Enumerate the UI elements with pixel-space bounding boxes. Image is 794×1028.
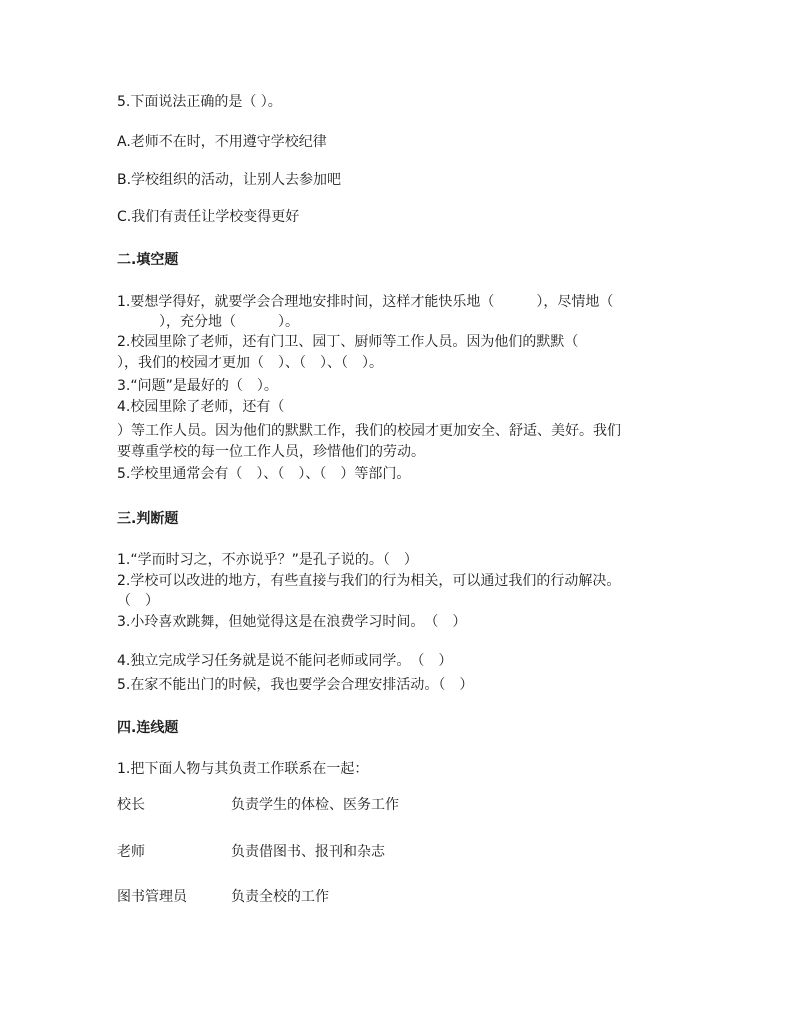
match-duty: 负责借图书、报刊和杂志 — [231, 844, 385, 860]
match-person: 校长 — [117, 797, 145, 813]
fill-line: 4.校园里除了老师，还有（ — [117, 399, 285, 415]
option-c: C.我们有责任让学校变得更好 — [117, 209, 300, 225]
section-heading-match: 四.连线题 — [117, 720, 179, 736]
judge-line: 4.独立完成学习任务就是说不能问老师或同学。 （ ） — [117, 653, 453, 669]
match-duty: 负责学生的体检、医务工作 — [231, 797, 399, 813]
match-person: 图书管理员 — [117, 889, 187, 905]
fill-line: 1.要想学得好，就要学会合理地安排时间，这样才能快乐地（ ），尽情地（ — [117, 294, 614, 310]
question-5: 5.下面说法正确的是（ ）。 — [117, 94, 282, 110]
fill-line: 2.校园里除了老师，还有门卫、园丁、厨师等工作人员。因为他们的默默（ — [117, 334, 579, 350]
judge-line: 2.学校可以改进的地方，有些直接与我们的行为相关，可以通过我们的行动解决。 — [117, 573, 621, 589]
fill-line: ），我们的校园才更加（ ）、（ ）、（ ）。 — [117, 355, 383, 371]
section-heading-judge: 三.判断题 — [117, 511, 179, 527]
fill-line: ）等工作人员。因为他们的默默工作，我们的校园才更加安全、舒适、美好。我们 — [117, 423, 621, 439]
match-duty: 负责全校的工作 — [231, 889, 329, 905]
option-b: B.学校组织的活动，让别人去参加吧 — [117, 172, 342, 188]
judge-line: 3.小玲喜欢跳舞，但她觉得这是在浪费学习时间。 （ ） — [117, 614, 467, 630]
fill-line: 5.学校里通常会有（ ）、（ ）、（ ）等部门。 — [117, 466, 411, 482]
fill-line: ），充分地（ ）。 — [117, 314, 299, 330]
judge-line: 1.“学而时习之，不亦说乎？”是孔子说的。（ ） — [117, 552, 418, 568]
fill-line: 3.“问题”是最好的（ ）。 — [117, 378, 278, 394]
judge-line: 5.在家不能出门的时候，我也要学会合理安排活动。（ ） — [117, 677, 474, 693]
match-person: 老师 — [117, 844, 145, 860]
section-heading-fill: 二.填空题 — [117, 252, 179, 268]
fill-line: 要尊重学校的每一位工作人员，珍惜他们的劳动。 — [117, 444, 425, 460]
judge-line: （ ） — [117, 593, 159, 609]
match-instruction: 1.把下面人物与其负责工作联系在一起： — [117, 761, 369, 777]
option-a: A.老师不在时，不用遵守学校纪律 — [117, 134, 327, 150]
